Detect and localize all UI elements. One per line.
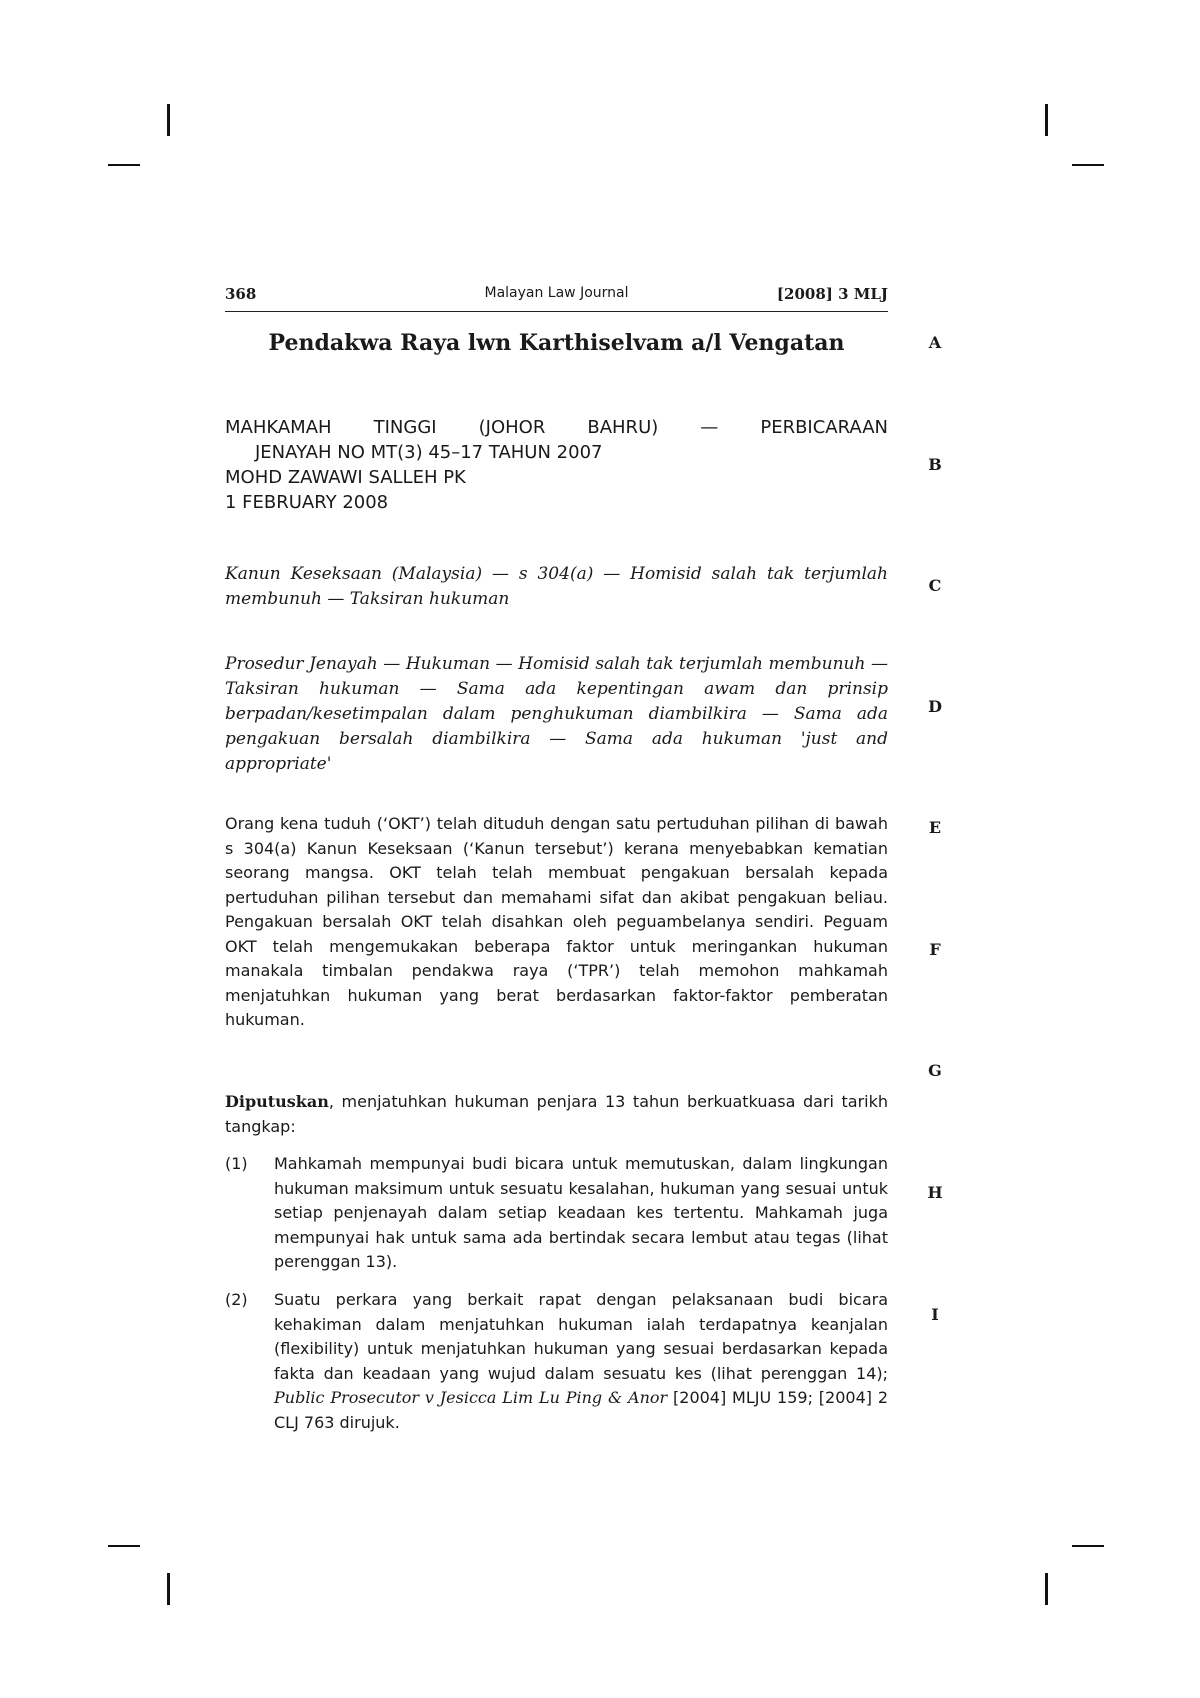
page-number: 368: [225, 285, 257, 303]
margin-letter-f: F: [929, 940, 941, 959]
held-label: Diputuskan: [225, 1092, 329, 1111]
held-item-2: [225, 1288, 888, 1435]
item-number: (1): [225, 1154, 248, 1173]
crop-mark: [167, 1573, 170, 1605]
crop-mark: [1045, 104, 1048, 136]
item-number: (2): [225, 1290, 248, 1309]
judgment-date: 1 FEBRUARY 2008: [225, 492, 389, 513]
crop-mark: [1072, 1545, 1104, 1547]
court-line-1: MAHKAMAH TINGGI (JOHOR BAHRU) — PERBICARAAN: [225, 417, 888, 438]
running-header: [225, 283, 888, 312]
cited-case-name: Public Prosecutor v Jesicca Lim Lu Ping & Anor: [274, 1388, 668, 1407]
margin-letter-h: H: [927, 1183, 943, 1202]
margin-letter-i: I: [931, 1305, 939, 1324]
crop-mark: [108, 1545, 140, 1547]
margin-letter-e: E: [928, 818, 942, 837]
crop-mark: [108, 164, 140, 166]
margin-letter-g: G: [928, 1061, 942, 1080]
margin-letter-b: B: [928, 455, 942, 474]
held-text: , menjatuhkan hukuman penjara 13 tahun berkuatkuasa dari tarikh tangkap:: [225, 1092, 888, 1136]
journal-name: Malayan Law Journal: [484, 285, 629, 301]
margin-letter-c: C: [928, 576, 942, 595]
margin-letter-d: D: [928, 697, 942, 716]
item-text-before: Suatu perkara yang berkait rapat dengan pelaksanaan budi bicara kehakiman dalam menjatuhkan hukuman ialah terdapatnya keanjalan (flexibility) untuk menjatuhkan hukuman yang sesuai berdasarkan kepada fakta dan keadaan yang wujud dalam sesuatu kes (lihat perenggan 14);: [274, 1290, 888, 1383]
crop-mark: [167, 104, 170, 136]
crop-mark: [1072, 164, 1104, 166]
held-item-1: [225, 1152, 888, 1275]
judge-name: MOHD ZAWAWI SALLEH PK: [225, 467, 466, 488]
citation: [2008] 3 MLJ: [776, 285, 888, 303]
item-text: Mahkamah mempunyai budi bicara untuk memutuskan, dalam lingkungan hukuman maksimum untuk sesuatu kesalahan, hukuman yang sesuai untuk setiap penjenayah dalam setiap keadaan kes tertentu. Mahkamah juga mempunyai hak untuk sama ada bertindak secara lembut atau tegas (lihat perenggan 13).: [274, 1154, 888, 1271]
keyword-1: Kanun Keseksaan (Malaysia) — s 304(a) — Homisid salah tak terjumlah membunuh — Taksiran hukuman: [225, 564, 888, 609]
margin-letter-a: A: [928, 333, 942, 352]
item-text-after: [2004] MLJU 159; [2004] 2 CLJ 763 dirujuk.: [274, 1388, 889, 1432]
crop-mark: [1045, 1573, 1048, 1605]
case-summary: Orang kena tuduh (‘OKT’) telah dituduh dengan satu pertuduhan pilihan di bawah s 304(a) Kanun Keseksaan (‘Kanun tersebut’) kerana menyebabkan kematian seorang mangsa. OKT telah telah membuat pengakuan bersalah kepada pertuduhan pilihan tersebut dan memahami sifat dan akibat pengakuan beliau. Pengakuan bersalah OKT telah disahkan oleh peguambelanya sendiri. Peguam OKT telah mengemukakan beberapa faktor untuk meringankan hukuman manakala timbalan pendakwa raya (‘TPR’) telah memohon mahkamah menjatuhkan hukuman yang berat berdasarkan faktor-faktor pemberatan hukuman.: [225, 814, 888, 1029]
item-text: [274, 1288, 888, 1435]
held-paragraph: [225, 1090, 888, 1139]
court-info: [225, 415, 888, 515]
case-title: Pendakwa Raya lwn Karthiselvam a/l Vengatan: [268, 330, 845, 356]
keyword-2: Prosedur Jenayah — Hukuman — Homisid salah tak terjumlah membunuh — Taksiran hukuman — Sama ada kepentingan awam dan prinsip berpadan/kesetimpalan dalam penghukuman diambilkira — Sama ada pengakuan bersalah diambilkira — Sama ada hukuman 'just and appropriate': [225, 654, 888, 774]
court-line-2: JENAYAH NO MT(3) 45–17 TAHUN 2007: [255, 442, 603, 463]
